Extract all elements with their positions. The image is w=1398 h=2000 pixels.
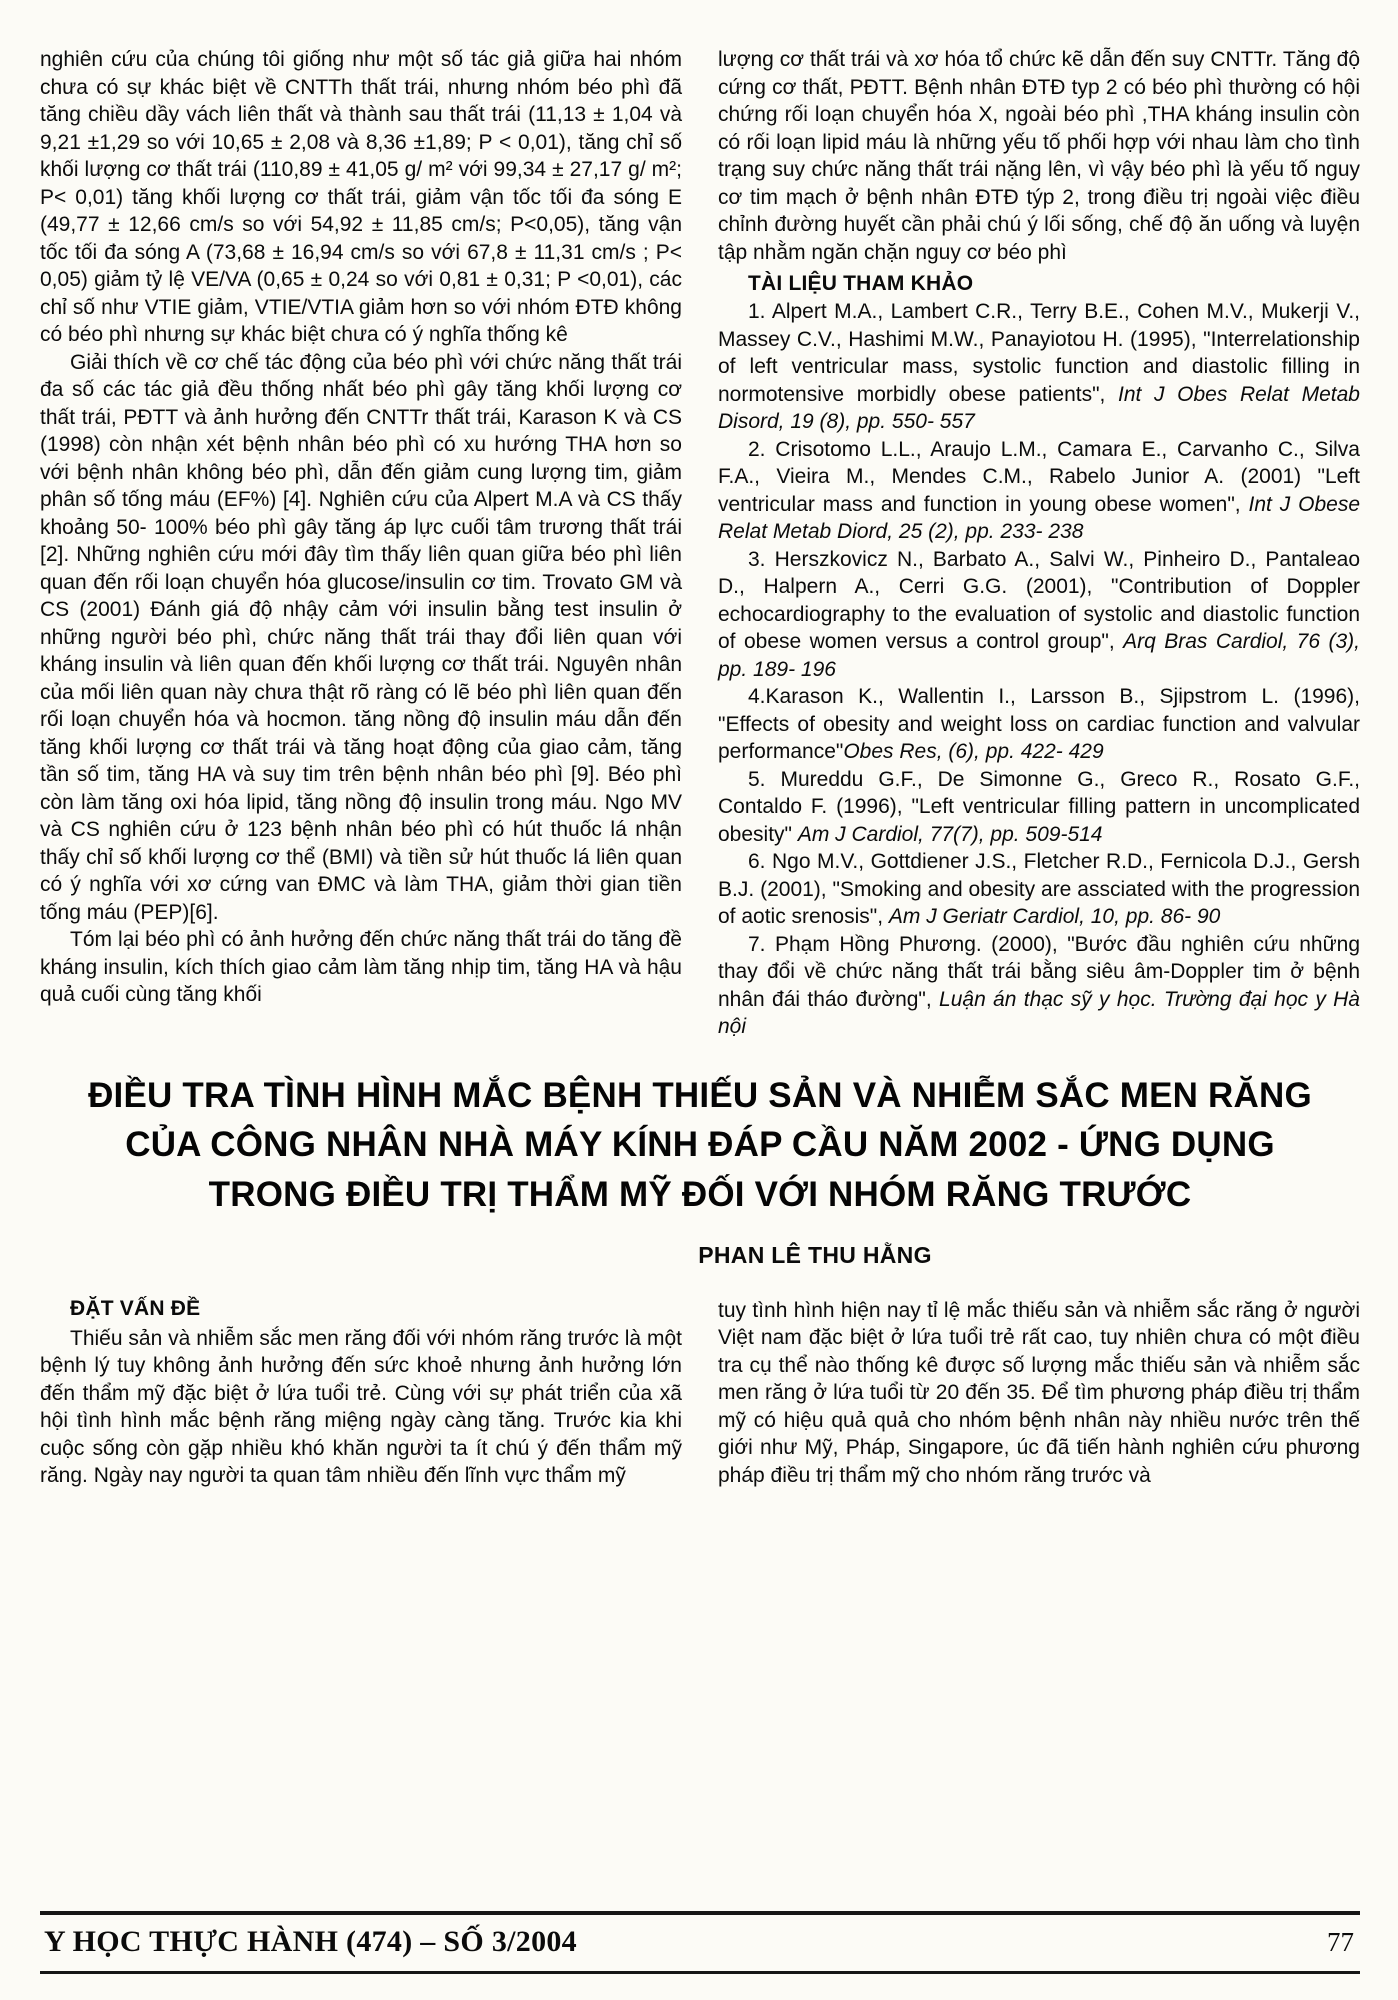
article2-title-line-1: ĐIỀU TRA TÌNH HÌNH MẮC BỆNH THIẾU SẢN VÀ NHIỄM SẮC MEN RĂNG [88, 1075, 1312, 1115]
reference-7 [718, 931, 1360, 1041]
references-heading: TÀI LIỆU THAM KHẢO [748, 272, 974, 295]
reference-source: Arq Bras Cardiol, 76 (3), pp. 189- 196 [718, 630, 1360, 681]
reference-text: 3. Herszkovicz N., Barbato A., Salvi W., Pinheiro D., Pantaleao D., Halpern A., Cerri G.G. (2001), "Contribution of Doppler echocardiography to the evaluation of systolic and diastolic function of obese women versus a control group", [718, 547, 1360, 653]
reference-source: Obes Res, (6), pp. 422- 429 [843, 740, 1104, 763]
article1-left-paragraph-2: Giải thích về cơ chế tác động của béo phì với chức năng thất trái đa số các tác giả đều thống nhất béo phì gây tăng khối lượng cơ thất trái, PĐTT và ảnh hưởng đến CNTTr thất trái, Karason K và CS (1998) còn nhận xét bệnh nhân béo phì có xu hướng THA hơn so với bệnh nhân không béo phì, dẫn đến giảm cung lượng tim, giảm phân số tống máu (EF%) [4]. Nghiên cứu của Alpert M.A và CS thấy khoảng 50- 100% béo phì gây tăng áp lực cuối tâm trương thất trái [2]. Những nghiên cứu mới đây tìm thấy liên quan giữa béo phì liên quan đến rối loạn chuyển hóa glucose/insulin cơ tim. Trovato GM và CS (2001) Đánh giá độ nhậy cảm với insulin bằng test insulin ở những người béo phì, chức năng thất trái thay đổi liên quan với kháng insulin và liên quan đến khối lượng cơ thất trái. Nguyên nhân của mối liên quan này chưa thật rõ ràng có lẽ béo phì liên quan đến rối loạn chuyển hóa và hocmon. tăng nồng độ insulin máu dẫn đến tăng khối lượng cơ thất trái và tăng hoạt động của giao cảm, tăng tần số tim, tăng HA và suy tim trên bệnh nhân béo phì [9]. Béo phì còn làm tăng oxi hóa lipid, tăng nồng độ insulin trong máu. Ngo MV và CS nghiên cứu ở 123 bệnh nhân béo phì có hút thuốc lá nhận thấy chỉ số khối lượng cơ thể (BMI) và tiền sử hút thuốc lá liên quan có ý nghĩa với xơ cứng van ĐMC và làm THA, giảm thời gian tiền tống máu (PEP)[6]. [40, 350, 682, 924]
article2-title-line-2: CỦA CÔNG NHÂN NHÀ MÁY KÍNH ĐÁP CẦU NĂM 2002 - ỨNG DỤNG [125, 1125, 1275, 1165]
reference-1 [718, 298, 1360, 436]
reference-source: Int J Obese Relat Metab Diord, 25 (2), pp. 233- 238 [718, 492, 1360, 543]
article2-author: PHAN LÊ THU HẰNG [698, 1241, 932, 1268]
reference-source: Int J Obes Relat Metab Disord, 19 (8), pp. 550- 557 [718, 382, 1360, 433]
reference-source: Luận án thạc sỹ y học. Trường đại học y Hà nội [718, 987, 1360, 1038]
article1-right-paragraph-1: lượng cơ thất trái và xơ hóa tổ chức kẽ dẫn đến suy CNTTr. Tăng độ cứng cơ thất, PĐTT. Bệnh nhân ĐTĐ typ 2 có béo phì thường có hội chứng rối loạn chuyển hóa X, ngoài béo phì ,THA kháng insulin còn có rối loạn lipid máu là những yếu tố phối hợp với nhau làm cho tình trạng suy chức năng thất trái nặng lên, vì vậy béo phì là yếu tố nguy cơ tim mạch ở bệnh nhân ĐTĐ týp 2, trong điều trị ngoài việc điều chỉnh đường huyết cần phải chú ý lối sống, chế độ ăn uống và luyện tập nhằm ngăn chặn nguy cơ béo phì [718, 48, 1360, 264]
reference-text: 2. Crisotomo L.L., Araujo L.M., Camara E., Carvanho C., Silva F.A., Vieira M., Mendes C.M., Rabelo Junior A. (2001) "Left ventricular mass and function in young obese women", [718, 437, 1360, 516]
article2-left-paragraph-1: Thiếu sản và nhiễm sắc men răng đối với nhóm răng trước là một bệnh lý tuy không ảnh hưởng đến sức khoẻ nhưng ảnh hưởng lớn đến thẩm mỹ đặc biệt ở lứa tuổi trẻ. Cùng với sự phát triển của xã hội tình hình mắc bệnh răng miệng ngày càng tăng. Trước kia khi cuộc sống còn gặp nhiều khó khăn người ta ít chú ý đến thẩm mỹ răng. Ngày nay người ta quan tâm nhiều đến lĩnh vực thẩm mỹ [40, 1326, 682, 1488]
reference-text: 7. Phạm Hồng Phương. (2000), "Bước đầu nghiên cứu những thay đổi về chức năng thất trái bằng siêu âm-Doppler tim ở bệnh nhân đái tháo đường", [718, 932, 1360, 1011]
article1-left-paragraph-3: Tóm lại béo phì có ảnh hưởng đến chức năng thất trái do tăng đề kháng insulin, kích thích giao cảm làm tăng nhịp tim, tăng HA và hậu quả cuối cùng tăng khối [40, 928, 682, 1006]
article1-left-column [40, 46, 682, 1009]
reference-text: 1. Alpert M.A., Lambert C.R., Terry B.E., Cohen M.V., Mukerji V., Massey C.V., Hashimi M.W., Panayiotou H. (1995), "Interrelationship of left ventricular mass, systolic function and diastolic filling in normotensive morbidly obese patients", [718, 300, 1360, 406]
article1-body [40, 46, 1360, 1041]
journal-name: Y HỌC THỰC HÀNH (474) – SỐ 3/2004 [44, 1925, 577, 1958]
reference-5 [718, 766, 1360, 849]
reference-3 [718, 546, 1360, 684]
reference-text: 5. Mureddu G.F., De Simonne G., Greco R., Rosato G.F., Contaldo F. (1996), "Left ventricular filling pattern in uncomplicated obesity" [718, 767, 1360, 846]
article2-title [40, 1071, 1360, 1220]
reference-source: Am J Cardiol, 77(7), pp. 509-514 [797, 822, 1103, 846]
reference-text: 6. Ngo M.V., Gottdiener J.S., Fletcher R.D., Fernicola D.J., Gersh B.J. (2001), "Smoking and obesity are assciated with the progression of aotic srenosis", [718, 850, 1360, 928]
reference-4 [718, 683, 1360, 766]
article2-right-paragraph-1: tuy tình hình hiện nay tỉ lệ mắc thiếu sản và nhiễm sắc răng ở người Việt nam đặc biệt ở lứa tuổi trẻ rất cao, tuy nhiên chưa có một điều tra cụ thể nào thống kê được số lượng mắc thiếu sản và nhiễm sắc men răng ở lứa tuổi từ 20 đến 35. Để tìm phương pháp điều trị thẩm mỹ có hiệu quả quả cho nhóm bệnh nhân này nhiều nước trên thế giới như Mỹ, Pháp, Singapore, úc đã tiến hành nghiên cứu phương pháp điều trị thẩm mỹ cho nhóm răng trước và [718, 1298, 1360, 1487]
section-heading-dat-van-de: ĐẶT VẤN ĐỀ [70, 1296, 201, 1320]
article1-right-column [718, 46, 1360, 1041]
article2-left-column [40, 1297, 682, 1490]
reference-6 [718, 848, 1360, 931]
article1-left-paragraph-1: nghiên cứu của chúng tôi giống như một số tác giả giữa hai nhóm chưa có sự khác biệt về CNTTh thất trái, nhưng nhóm béo phì đã tăng chiều dầy vách liên thất và thành sau thất trái (11,13 ± 1,04 và 9,21 ±1,29 so với 10,65 ± 2,08 và 8,36 ±1,89; P < 0,01), tăng chỉ số khối lượng cơ thất trái (110,89 ± 41,05 g/ m² với 99,34 ± 27,17 g/ m²; P< 0,01) tăng khối lượng cơ thất trái, giảm vận tốc tối đa sóng E (49,77 ± 12,66 cm/s so với 54,92 ± 11,85 cm/s; P<0,05), tăng vận tốc tối đa sóng A (73,68 ± 16,94 cm/s so với 67,8 ± 11,31 cm/s ; P< 0,05) giảm tỷ lệ VE/VA (0,65 ± 0,24 so với 0,81 ± 0,31; P <0,01), các chỉ số như VTIE giảm, VTIE/VTIA giảm hơn so với nhóm ĐTĐ không có béo phì nhưng sự khác biệt chưa có ý nghĩa thống kê [40, 48, 682, 346]
page-number: 77 [1327, 1926, 1354, 1957]
reference-source: Am J Geriatr Cardiol, 10, pp. 86- 90 [888, 905, 1221, 928]
article2-right-column [718, 1297, 1360, 1490]
article2-title-line-3: TRONG ĐIỀU TRỊ THẨM MỸ ĐỐI VỚI NHÓM RĂNG TRƯỚC [208, 1174, 1192, 1214]
page-footer [40, 1911, 1360, 1974]
article2-body [40, 1297, 1360, 1490]
reference-text: 4.Karason K., Wallentin I., Larsson B., Sjipstrom L. (1996), "Effects of obesity and weight loss on cardiac function and valvular performance" [718, 685, 1360, 763]
reference-2 [718, 436, 1360, 546]
